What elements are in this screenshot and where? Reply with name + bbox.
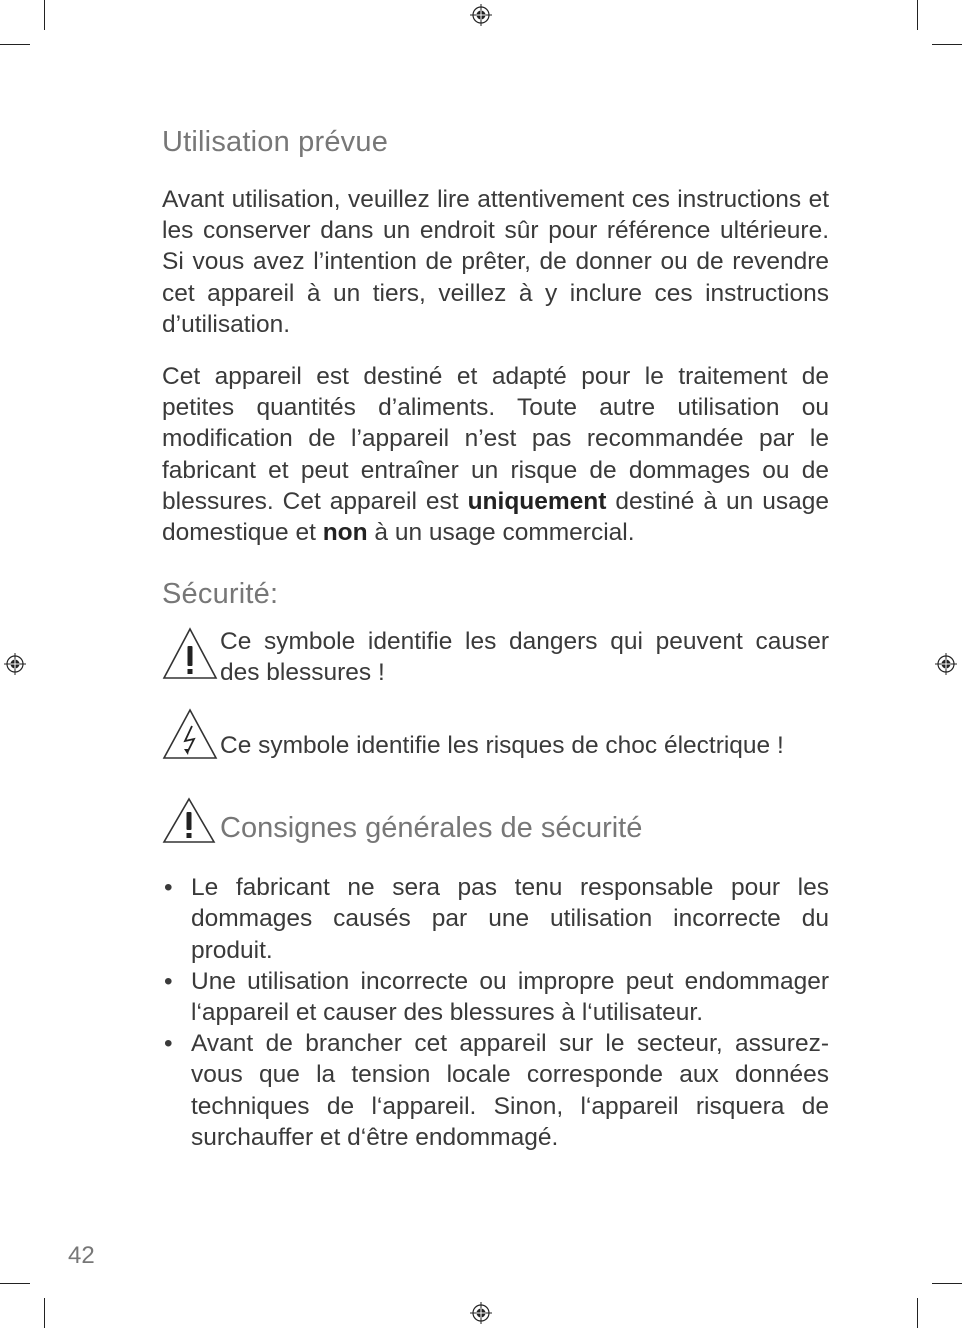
section-title-general-safety: Consignes générales de sécurité bbox=[220, 812, 643, 845]
crop-mark bbox=[44, 0, 45, 30]
list-item-text: Le fabricant ne sera pas tenu responsable pour les dommages causés par une utilisation incorrecte du produit. bbox=[191, 874, 829, 964]
electric-shock-triangle-icon bbox=[162, 708, 218, 760]
paragraph-text: à un usage commercial. bbox=[367, 519, 635, 547]
list-item-text: Une utilisation incorrecte ou impropre peut endommager l‘appareil et causer des blessures à l‘utilisateur. bbox=[191, 967, 829, 1027]
bullet: • bbox=[164, 874, 173, 902]
paragraph-text: Cet appareil est destiné et adapté pour le traitement de petites quantités d’aliments. Toute autre utilisation ou modification de l’appareil n’est pas recommandée par le fabricant et peut entraîner un risque de dommages ou de blessures. Cet appareil est bbox=[162, 363, 829, 515]
warning-triangle-icon bbox=[162, 796, 216, 844]
page-number: 42 bbox=[68, 1242, 95, 1269]
registration-mark-icon bbox=[470, 4, 492, 26]
page-content bbox=[162, 122, 829, 1153]
emphasis-non: non bbox=[322, 519, 368, 547]
section-title-intended-use: Utilisation prévue bbox=[162, 126, 389, 158]
general-safety-list bbox=[162, 872, 829, 1153]
emphasis-uniquement: uniquement bbox=[467, 487, 607, 515]
warning-danger-row bbox=[162, 626, 829, 688]
list-item-text: Avant de brancher cet appareil sur le secteur, assurez-vous que la tension locale corresponde aux données techniques de l‘appareil. Sinon, l‘appareil risquera de surchauffer et d‘être endommagé. bbox=[191, 1030, 829, 1151]
bullet: • bbox=[164, 967, 173, 995]
crop-mark bbox=[932, 44, 962, 45]
intended-use-paragraph-1: Avant utilisation, veuillez lire attentivement ces instructions et les conserver dans un endroit sûr pour référence ultérieure. Si vous avez l’intention de prêter, de donner ou de revendre cet appareil à un tiers, veillez à y inclure ces instructions d’utilisation. bbox=[162, 186, 829, 338]
section-title-safety: Sécurité: bbox=[162, 578, 279, 611]
list-item bbox=[162, 966, 829, 1028]
list-item bbox=[162, 1028, 829, 1153]
registration-mark-icon bbox=[4, 653, 26, 675]
warning-electric-text: Ce symbole identifie les risques de choc électrique ! bbox=[220, 732, 784, 760]
paragraph-text: destiné à un usage domestique et bbox=[162, 487, 829, 547]
general-safety-heading-row bbox=[162, 796, 829, 858]
crop-mark bbox=[917, 0, 918, 30]
crop-mark bbox=[917, 1298, 918, 1328]
crop-mark bbox=[0, 1283, 30, 1284]
warning-danger-text: Ce symbole identifie les dangers qui peuvent causer des blessures ! bbox=[220, 628, 829, 687]
list-item bbox=[162, 872, 829, 966]
bullet: • bbox=[164, 1030, 173, 1058]
crop-mark bbox=[44, 1298, 45, 1328]
warning-electric-row bbox=[162, 708, 829, 770]
intended-use-paragraph-2 bbox=[162, 361, 829, 548]
warning-triangle-icon bbox=[162, 626, 218, 680]
registration-mark-icon bbox=[935, 653, 957, 675]
crop-mark bbox=[932, 1283, 962, 1284]
registration-mark-icon bbox=[470, 1302, 492, 1324]
crop-mark bbox=[0, 44, 30, 45]
